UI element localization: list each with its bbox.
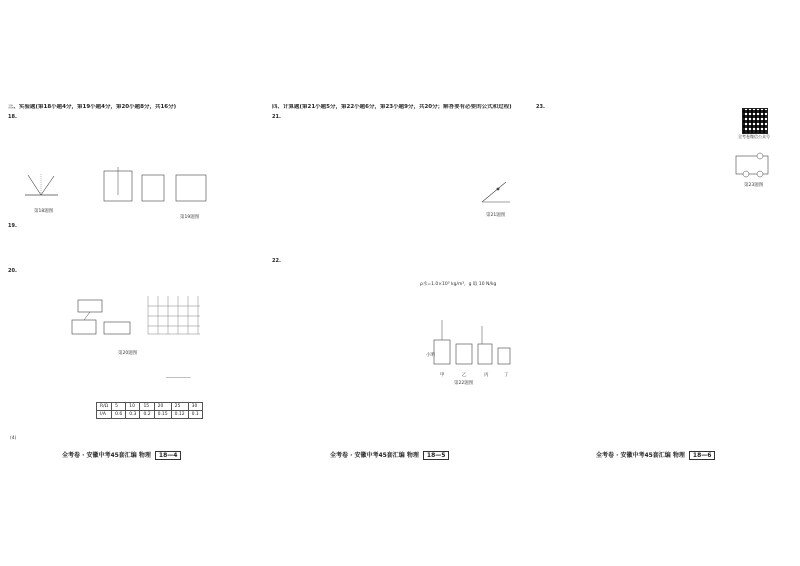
footer-text: 全考卷 · 安徽中考45套汇编 物理	[596, 452, 685, 459]
table-cell: 0.2	[140, 411, 154, 419]
footer-page-5	[330, 450, 449, 459]
table-cell: R/Ω	[97, 403, 112, 411]
figure-23-svg	[732, 150, 772, 178]
column-left	[8, 104, 266, 123]
table-cell: 0.12	[171, 411, 188, 419]
table-cell: I/A	[97, 411, 112, 419]
table-cell: 20	[154, 403, 171, 411]
table-row	[97, 411, 203, 419]
qr-caption: 全考卷微信公众号	[738, 134, 770, 139]
figure-23-circuit	[732, 150, 772, 178]
figure-18-caption: 第18题图	[34, 209, 54, 214]
figure-22-label-a: 小明	[426, 353, 435, 358]
section-heading-experiment: 三、实验题(第18小题4分，第19小题4分，第20小题8分，共16分)	[8, 104, 177, 110]
page-number: 18—6	[689, 451, 716, 460]
table-cell: 0.3	[126, 411, 140, 419]
page-number: 18—4	[155, 451, 182, 460]
table-row	[97, 403, 203, 411]
figure-18-apparatus	[20, 170, 62, 200]
question-22-label: 22.	[272, 258, 281, 264]
table-cell: 25	[171, 403, 188, 411]
table-cell: 5	[112, 403, 126, 411]
figure-22	[420, 318, 516, 370]
density-note: ρ水=1.0×10³ kg/m³，g 取 10 N/kg	[420, 282, 497, 287]
figure-23-caption: 第23题图	[744, 183, 764, 188]
figure-22-label-c: 乙	[462, 373, 467, 378]
qr-code-icon	[742, 108, 768, 134]
figure-21-svg	[478, 176, 514, 206]
question-23-label: 23.	[536, 104, 545, 110]
question-19-label: 19.	[8, 223, 17, 229]
figure-19-svg	[100, 165, 212, 203]
column-middle	[272, 104, 527, 123]
figure-22-label-e: 丁	[504, 373, 509, 378]
table-cell: 10	[126, 403, 140, 411]
figure-19-apparatus	[100, 165, 212, 203]
footer-page-6	[596, 450, 715, 459]
section-heading-calculation: 四、计算题(第21小题5分，第22小题6分，第23小题9分，共20分；解答要有必要的公式和过程)	[272, 104, 512, 110]
table-cell: 15	[140, 403, 154, 411]
footer-page-4	[62, 450, 181, 459]
question-18-label: 18.	[8, 114, 17, 120]
q20-part4-label: (4)	[10, 436, 17, 441]
table-cell: 0.15	[154, 411, 171, 419]
figure-20-caption: 第20题图	[118, 351, 138, 356]
figure-20-circuit	[66, 296, 136, 344]
figure-20-graph	[142, 292, 204, 340]
figure-22-label-d: 丙	[484, 373, 489, 378]
q20-blank: ___________	[166, 374, 191, 379]
figure-22-svg	[420, 318, 516, 370]
figure-21	[478, 176, 514, 206]
figure-22-label-b: 甲	[440, 373, 445, 378]
q20-data-table	[96, 402, 203, 419]
footer-text: 全考卷 · 安徽中考45套汇编 物理	[330, 452, 419, 459]
table-cell: 0.1	[188, 411, 202, 419]
table-cell: 0.6	[112, 411, 126, 419]
figure-20-graph-svg	[142, 292, 204, 340]
question-21-label: 21.	[272, 114, 281, 120]
figure-19-caption: 第19题图	[180, 215, 200, 220]
table-cell: 30	[188, 403, 202, 411]
figure-21-caption: 第21题图	[486, 213, 506, 218]
figure-20-circuit-svg	[66, 296, 136, 344]
question-20-label: 20.	[8, 268, 17, 274]
figure-22-caption: 第22题图	[454, 381, 474, 386]
column-right	[536, 104, 766, 113]
page-number: 18—5	[423, 451, 450, 460]
figure-18-svg	[20, 170, 62, 200]
footer-text: 全考卷 · 安徽中考45套汇编 物理	[62, 452, 151, 459]
